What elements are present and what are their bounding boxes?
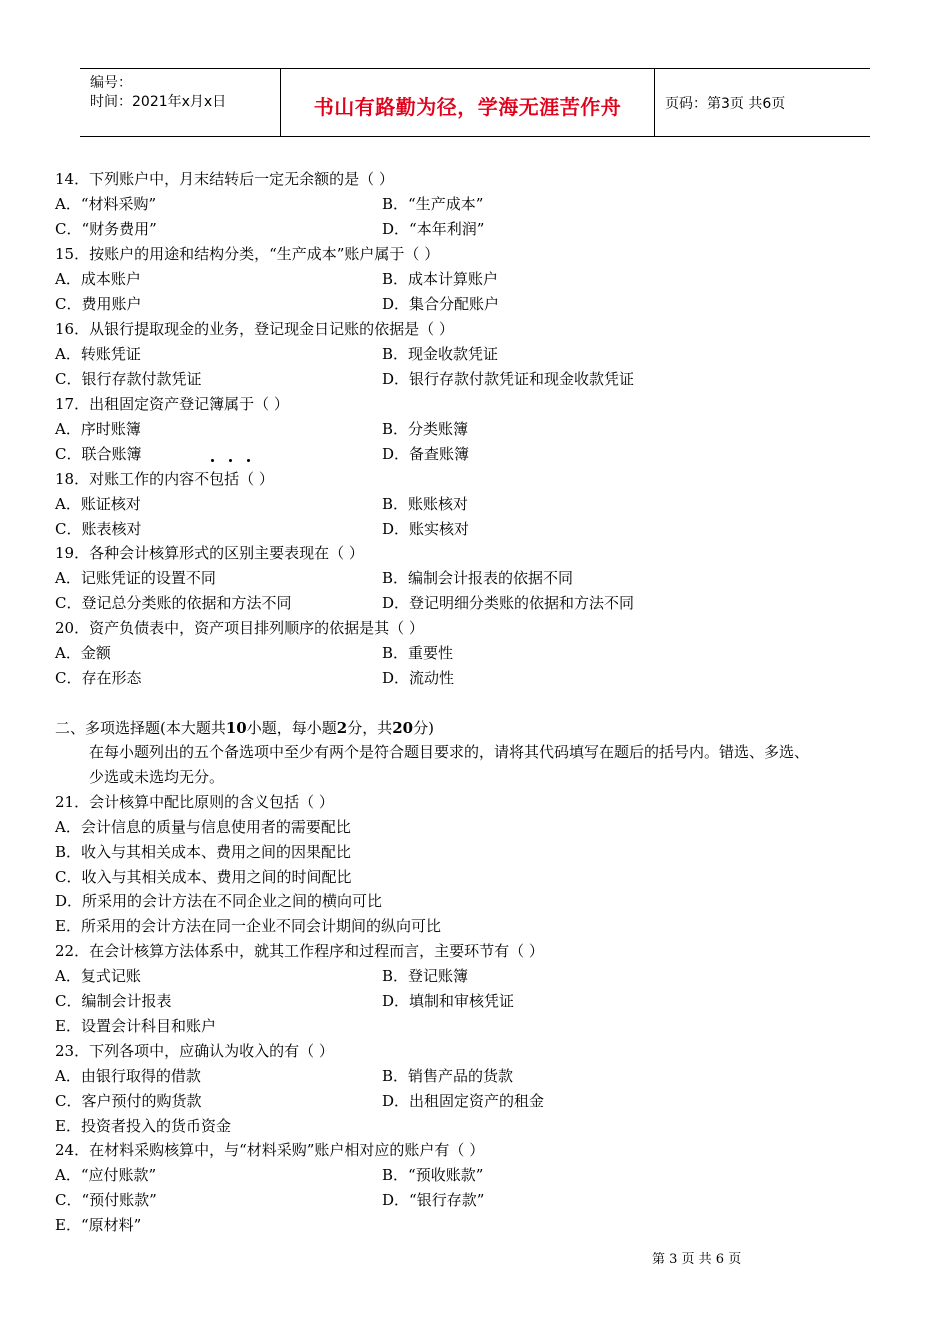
question-20-option-b: B．重要性 xyxy=(382,644,454,662)
question-21-option-c: C．收入与其相关成本、费用之间的时间配比 xyxy=(55,868,352,886)
question-18-option-a: A．账证核对 xyxy=(55,495,141,513)
question-23-option-b: B．销售产品的货款 xyxy=(382,1067,514,1085)
motto: 书山有路勤为径，学海无涯苦作舟 xyxy=(313,95,622,119)
question-19-stem: 19．各种会计核算形式的区别主要表现在（ ） xyxy=(55,544,364,562)
question-23-option-c: C．客户预付的购货款 xyxy=(55,1092,202,1110)
header-motto-cell xyxy=(281,69,655,136)
question-14-stem: 14．下列账户中，月末结转后一定无余额的是（ ） xyxy=(55,170,394,188)
question-24-stem: 24．在材料采购核算中，与“材料采购”账户相对应的账户有（ ） xyxy=(55,1141,485,1159)
question-22-option-a: A．复式记账 xyxy=(55,967,141,985)
question-23-stem: 23．下列各项中，应确认为收入的有（ ） xyxy=(55,1042,334,1060)
section-2-title: 二、多项选择题(本大题共10小题，每小题2分，共20分) xyxy=(55,719,434,737)
question-15-option-a: A．成本账户 xyxy=(55,270,141,288)
question-15-option-c: C．费用账户 xyxy=(55,295,142,313)
question-14-option-b: B．“生产成本” xyxy=(382,195,484,213)
question-24-option-c: C．“预付账款” xyxy=(55,1191,157,1209)
question-15-stem: 15．按账户的用途和结构分类，“生产成本”账户属于（ ） xyxy=(55,245,440,263)
question-21-option-e: E．所采用的会计方法在同一企业不同会计期间的纵向可比 xyxy=(55,917,441,935)
question-20-option-c: C．存在形态 xyxy=(55,669,142,687)
question-23-option-a: A．由银行取得的借款 xyxy=(55,1067,201,1085)
question-15-option-d: D．集合分配账户 xyxy=(382,295,500,313)
question-14-option-d: D．“本年利润” xyxy=(382,220,485,238)
question-19-option-d: D．登记明细分类账的依据和方法不同 xyxy=(382,594,635,612)
question-22-option-d: D．填制和审核凭证 xyxy=(382,992,515,1010)
emphasis-dots xyxy=(208,459,252,465)
question-16-option-d: D．银行存款付款凭证和现金收款凭证 xyxy=(382,370,635,388)
question-20-option-d: D．流动性 xyxy=(382,669,455,687)
question-18-option-d: D．账实核对 xyxy=(382,520,470,538)
question-24-option-a: A．“应付账款” xyxy=(55,1166,157,1184)
question-21-option-d: D．所采用的会计方法在不同企业之间的横向可比 xyxy=(55,892,383,910)
question-17-option-a: A．序时账簿 xyxy=(55,420,141,438)
question-16-option-c: C．银行存款付款凭证 xyxy=(55,370,202,388)
question-16-option-a: A．转账凭证 xyxy=(55,345,141,363)
question-23-option-d: D．出租固定资产的租金 xyxy=(382,1092,545,1110)
question-19-option-c: C．登记总分类账的依据和方法不同 xyxy=(55,594,292,612)
question-21-option-a: A．会计信息的质量与信息使用者的需要配比 xyxy=(55,818,351,836)
question-20-option-a: A．金额 xyxy=(55,644,111,662)
question-15-option-b: B．成本计算账户 xyxy=(382,270,499,288)
page-label: 页码：第3页 共6页 xyxy=(665,96,786,112)
section-2-instruction-line-1: 在每小题列出的五个备选项中至少有两个是符合题目要求的，请将其代码填写在题后的括号内。错选、多选、 xyxy=(89,743,810,761)
page-footer: 第 3 页 共 6 页 xyxy=(652,1252,742,1267)
time-label: 时间：2021年x月x日 xyxy=(90,94,227,110)
question-14-option-a: A．“材料采购” xyxy=(55,195,157,213)
question-22-option-c: C．编制会计报表 xyxy=(55,992,172,1010)
question-14-option-c: C．“财务费用” xyxy=(55,220,157,238)
question-18-stem: 18．对账工作的内容不包括（ ） xyxy=(55,470,274,488)
question-22-stem: 22．在会计核算方法体系中，就其工作程序和过程而言，主要环节有（ ） xyxy=(55,942,544,960)
question-19-option-a: A．记账凭证的设置不同 xyxy=(55,569,216,587)
question-24-option-b: B．“预收账款” xyxy=(382,1166,484,1184)
question-17-option-c: C．联合账簿 xyxy=(55,445,142,463)
question-17-option-d: D．备查账簿 xyxy=(382,445,470,463)
question-22-option-b: B．登记账簿 xyxy=(382,967,469,985)
question-18-option-b: B．账账核对 xyxy=(382,495,469,513)
question-21-stem: 21．会计核算中配比原则的含义包括（ ） xyxy=(55,793,334,811)
number-label: 编号： xyxy=(90,75,132,91)
question-17-stem: 17．出租固定资产登记簿属于（ ） xyxy=(55,395,289,413)
question-24-option-d: D．“银行存款” xyxy=(382,1191,485,1209)
page-header xyxy=(80,68,870,137)
section-2-instruction-line-2: 少选或未选均无分。 xyxy=(89,768,225,786)
header-page-cell xyxy=(655,69,870,136)
question-19-option-b: B．编制会计报表的依据不同 xyxy=(382,569,574,587)
question-23-option-e: E．投资者投入的货币资金 xyxy=(55,1117,231,1135)
question-24-option-e: E．“原材料” xyxy=(55,1216,142,1234)
question-16-option-b: B．现金收款凭证 xyxy=(382,345,499,363)
question-20-stem: 20．资产负债表中，资产项目排列顺序的依据是其（ ） xyxy=(55,619,424,637)
question-16-stem: 16．从银行提取现金的业务，登记现金日记账的依据是（ ） xyxy=(55,320,454,338)
question-21-option-b: B．收入与其相关成本、费用之间的因果配比 xyxy=(55,843,352,861)
question-17-option-b: B．分类账簿 xyxy=(382,420,469,438)
question-22-option-e: E．设置会计科目和账户 xyxy=(55,1017,216,1035)
header-info-cell xyxy=(80,69,281,136)
question-18-option-c: C．账表核对 xyxy=(55,520,142,538)
